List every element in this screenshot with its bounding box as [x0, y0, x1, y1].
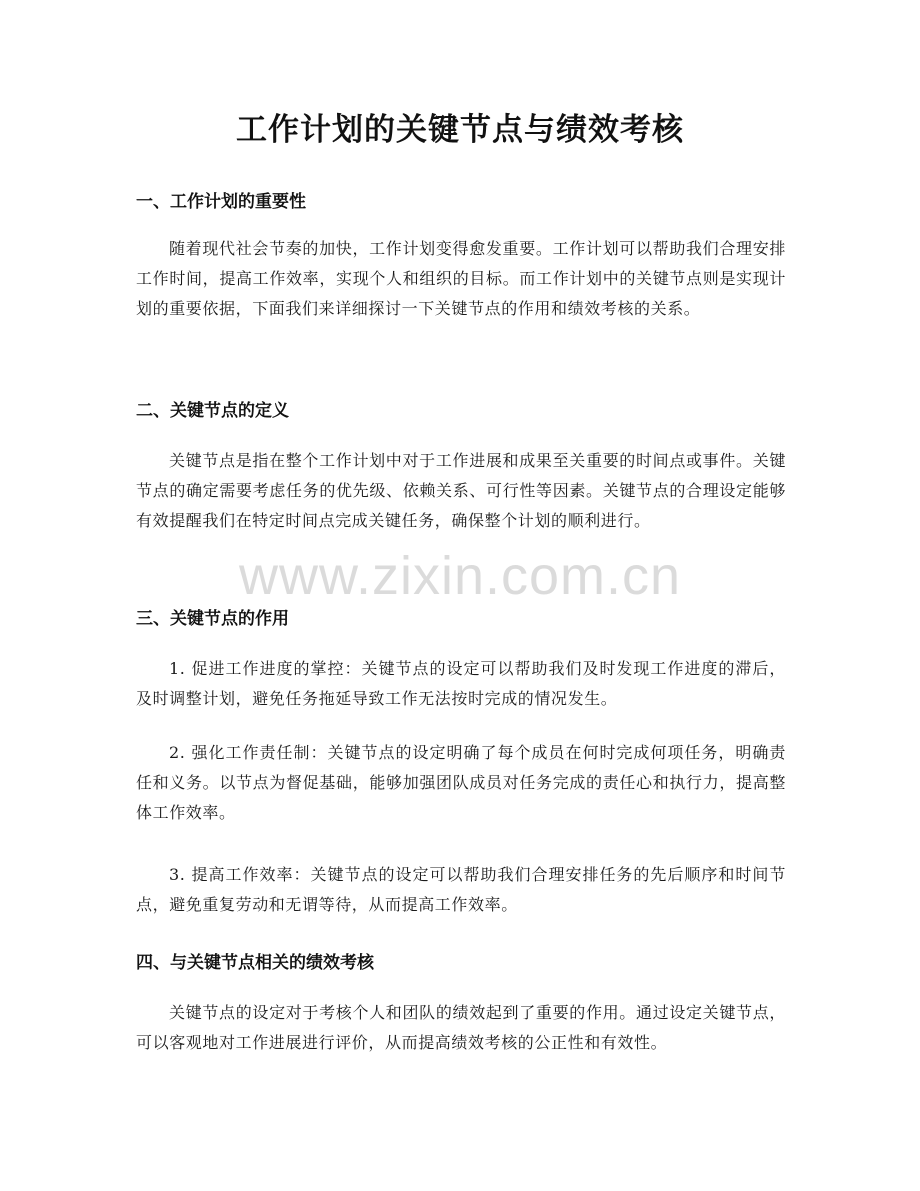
paragraph-role-1: 1. 促进工作进度的掌控：关键节点的设定可以帮助我们及时发现工作进度的滞后，及时调整计划，避免任务拖延导致工作无法按时完成的情况发生。	[136, 659, 786, 708]
section-heading-definition: 二、关键节点的定义	[136, 401, 289, 421]
paragraph-performance: 关键节点的设定对于考核个人和团队的绩效起到了重要的作用。通过设定关键节点，可以客观地对工作进展进行评价，从而提高绩效考核的公正性和有效性。	[136, 1003, 786, 1052]
paragraph-role-2: 2. 强化工作责任制：关键节点的设定明确了每个成员在何时完成何项任务，明确责任和义务。以节点为督促基础，能够加强团队成员对任务完成的责任心和执行力，提高整体工作效率。	[136, 743, 786, 822]
section-heading-importance: 一、工作计划的重要性	[136, 192, 306, 212]
paragraph-definition: 关键节点是指在整个工作计划中对于工作进展和成果至关重要的时间点或事件。关键节点的确定需要考虑任务的优先级、依赖关系、可行性等因素。关键节点的合理设定能够有效提醒我们在特定时间点完成关键任务，确保整个计划的顺利进行。	[136, 451, 786, 530]
section-heading-performance: 四、与关键节点相关的绩效考核	[136, 953, 374, 973]
paragraph-importance: 随着现代社会节奏的加快，工作计划变得愈发重要。工作计划可以帮助我们合理安排工作时间，提高工作效率，实现个人和组织的目标。而工作计划中的关键节点则是实现计划的重要依据，下面我们来详细探讨一下关键节点的作用和绩效考核的关系。	[136, 239, 786, 318]
paragraph-role-3: 3. 提高工作效率：关键节点的设定可以帮助我们合理安排任务的先后顺序和时间节点，避免重复劳动和无谓等待，从而提高工作效率。	[136, 865, 786, 914]
section-heading-role: 三、关键节点的作用	[136, 609, 289, 629]
watermark-text: www.zixin.com.cn	[238, 546, 682, 606]
document-title: 工作计划的关键节点与绩效考核	[236, 112, 684, 148]
